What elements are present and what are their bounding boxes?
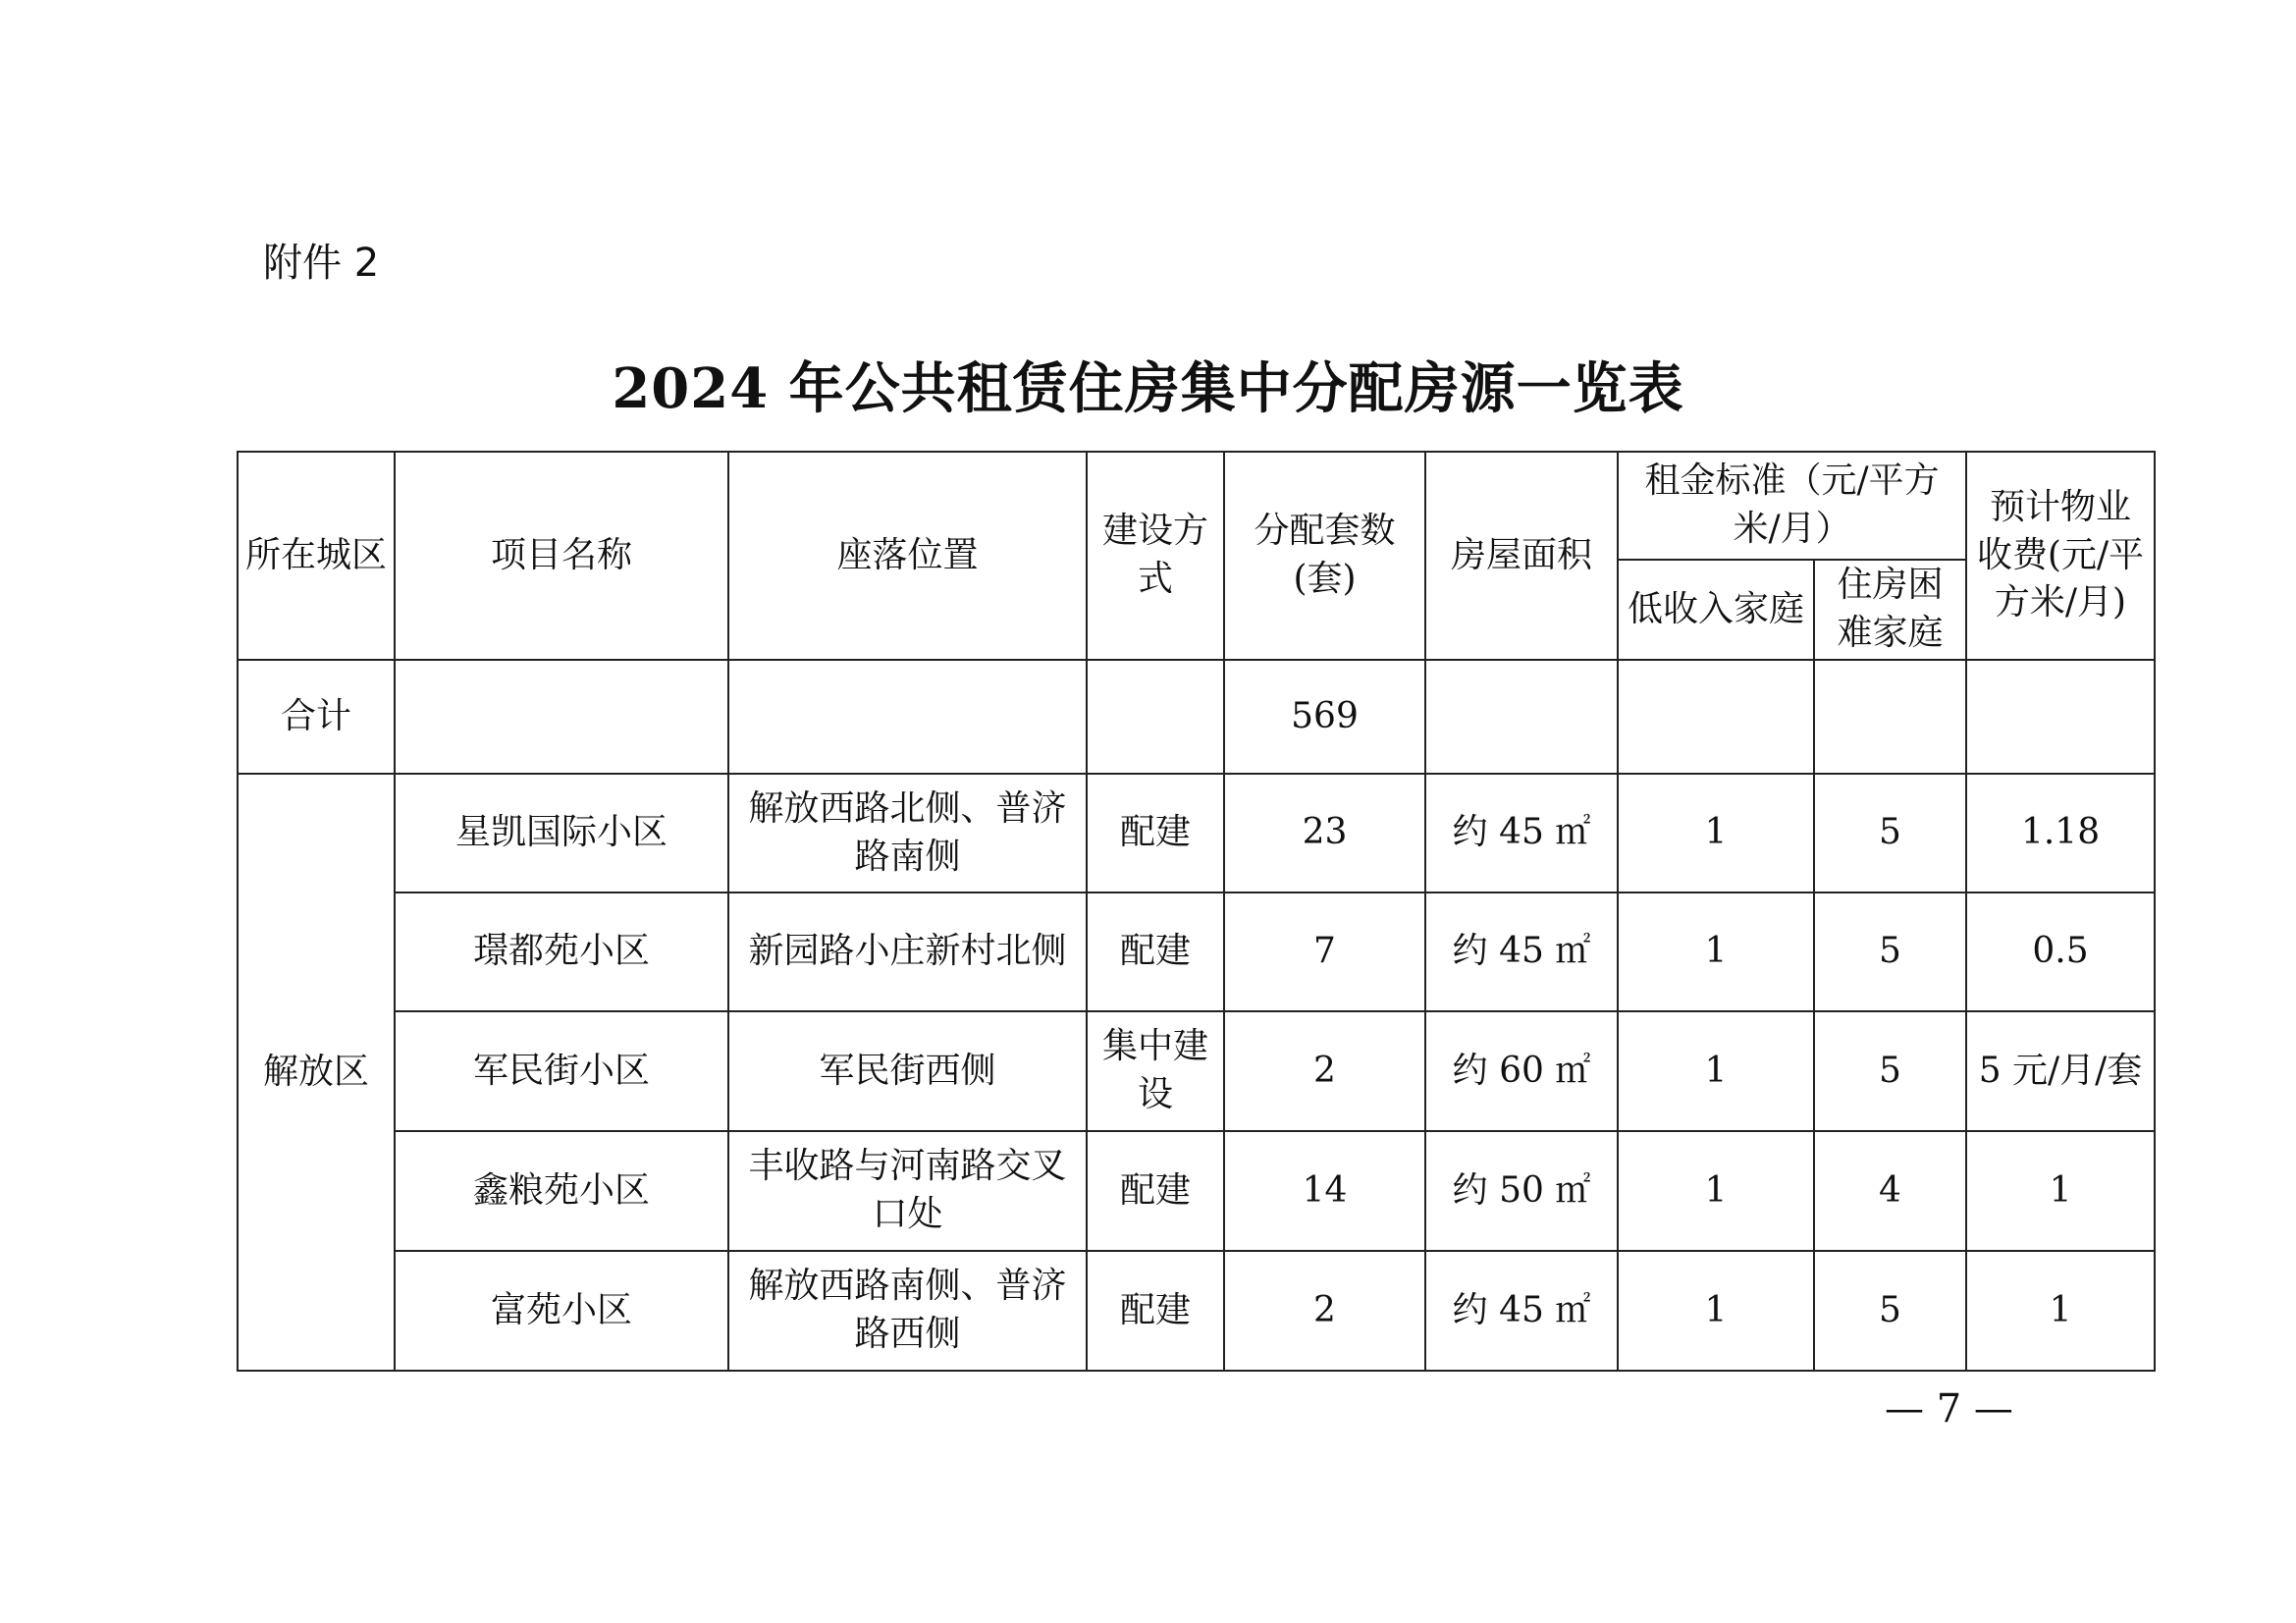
total-empty-cell (1966, 660, 2155, 774)
district-name: 解放区 (238, 774, 395, 1371)
build-mode: 配建 (1087, 893, 1224, 1011)
total-empty-cell (1425, 660, 1618, 774)
area: 约 50 ㎡ (1425, 1131, 1618, 1251)
header-build-mode: 建设方式 (1087, 452, 1224, 660)
property-fee: 0.5 (1966, 893, 2155, 1011)
header-district: 所在城区 (238, 452, 395, 660)
table-row (238, 893, 2155, 1011)
attachment-label: 附件 2 (263, 241, 380, 286)
page-number: — 7 — (1885, 1386, 2013, 1432)
rent-hardship: 5 (1814, 1251, 1966, 1371)
property-fee: 1 (1966, 1251, 2155, 1371)
header-property-fee: 预计物业收费(元/平方米/月) (1966, 452, 2155, 660)
total-empty-cell (1618, 660, 1814, 774)
header-rent-standard: 租金标准（元/平方米/月） (1618, 452, 1966, 560)
document-title: 2024 年公共租赁住房集中分配房源一览表 (612, 356, 1684, 421)
project-name: 璟都苑小区 (395, 893, 728, 1011)
header-project: 项目名称 (395, 452, 728, 660)
units: 2 (1224, 1251, 1425, 1371)
build-mode: 配建 (1087, 1251, 1224, 1371)
rent-low-income: 1 (1618, 893, 1814, 1011)
rent-hardship: 5 (1814, 1011, 1966, 1131)
rent-low-income: 1 (1618, 1131, 1814, 1251)
rent-hardship: 4 (1814, 1131, 1966, 1251)
table-row (238, 1251, 2155, 1371)
location: 新园路小庄新村北侧 (728, 893, 1087, 1011)
table-row (238, 774, 2155, 893)
table-row (238, 1011, 2155, 1131)
header-area: 房屋面积 (1425, 452, 1618, 660)
total-empty-cell (1087, 660, 1224, 774)
rent-low-income: 1 (1618, 1251, 1814, 1371)
units: 14 (1224, 1131, 1425, 1251)
total-label: 合计 (238, 660, 395, 774)
header-rent-low-income: 低收入家庭 (1618, 560, 1814, 660)
header-location: 座落位置 (728, 452, 1087, 660)
table-row (238, 1131, 2155, 1251)
units: 23 (1224, 774, 1425, 893)
property-fee: 5 元/月/套 (1966, 1011, 2155, 1131)
total-empty-cell (1814, 660, 1966, 774)
property-fee: 1.18 (1966, 774, 2155, 893)
rent-low-income: 1 (1618, 1011, 1814, 1131)
rent-low-income: 1 (1618, 774, 1814, 893)
project-name: 星凯国际小区 (395, 774, 728, 893)
area: 约 60 ㎡ (1425, 1011, 1618, 1131)
total-empty-cell (395, 660, 728, 774)
area: 约 45 ㎡ (1425, 774, 1618, 893)
header-units: 分配套数(套) (1224, 452, 1425, 660)
project-name: 鑫粮苑小区 (395, 1131, 728, 1251)
location: 解放西路南侧、普济路西侧 (728, 1251, 1087, 1371)
project-name: 军民街小区 (395, 1011, 728, 1131)
area: 约 45 ㎡ (1425, 893, 1618, 1011)
area: 约 45 ㎡ (1425, 1251, 1618, 1371)
total-empty-cell (728, 660, 1087, 774)
project-name: 富苑小区 (395, 1251, 728, 1371)
rent-hardship: 5 (1814, 774, 1966, 893)
housing-allocation-table (237, 451, 2156, 1372)
property-fee: 1 (1966, 1131, 2155, 1251)
build-mode: 配建 (1087, 1131, 1224, 1251)
location: 解放西路北侧、普济路南侧 (728, 774, 1087, 893)
build-mode: 配建 (1087, 774, 1224, 893)
units: 7 (1224, 893, 1425, 1011)
units: 2 (1224, 1011, 1425, 1131)
total-units: 569 (1224, 660, 1425, 774)
location: 丰收路与河南路交叉口处 (728, 1131, 1087, 1251)
rent-hardship: 5 (1814, 893, 1966, 1011)
build-mode: 集中建设 (1087, 1011, 1224, 1131)
header-rent-hardship: 住房困难家庭 (1814, 560, 1966, 660)
location: 军民街西侧 (728, 1011, 1087, 1131)
